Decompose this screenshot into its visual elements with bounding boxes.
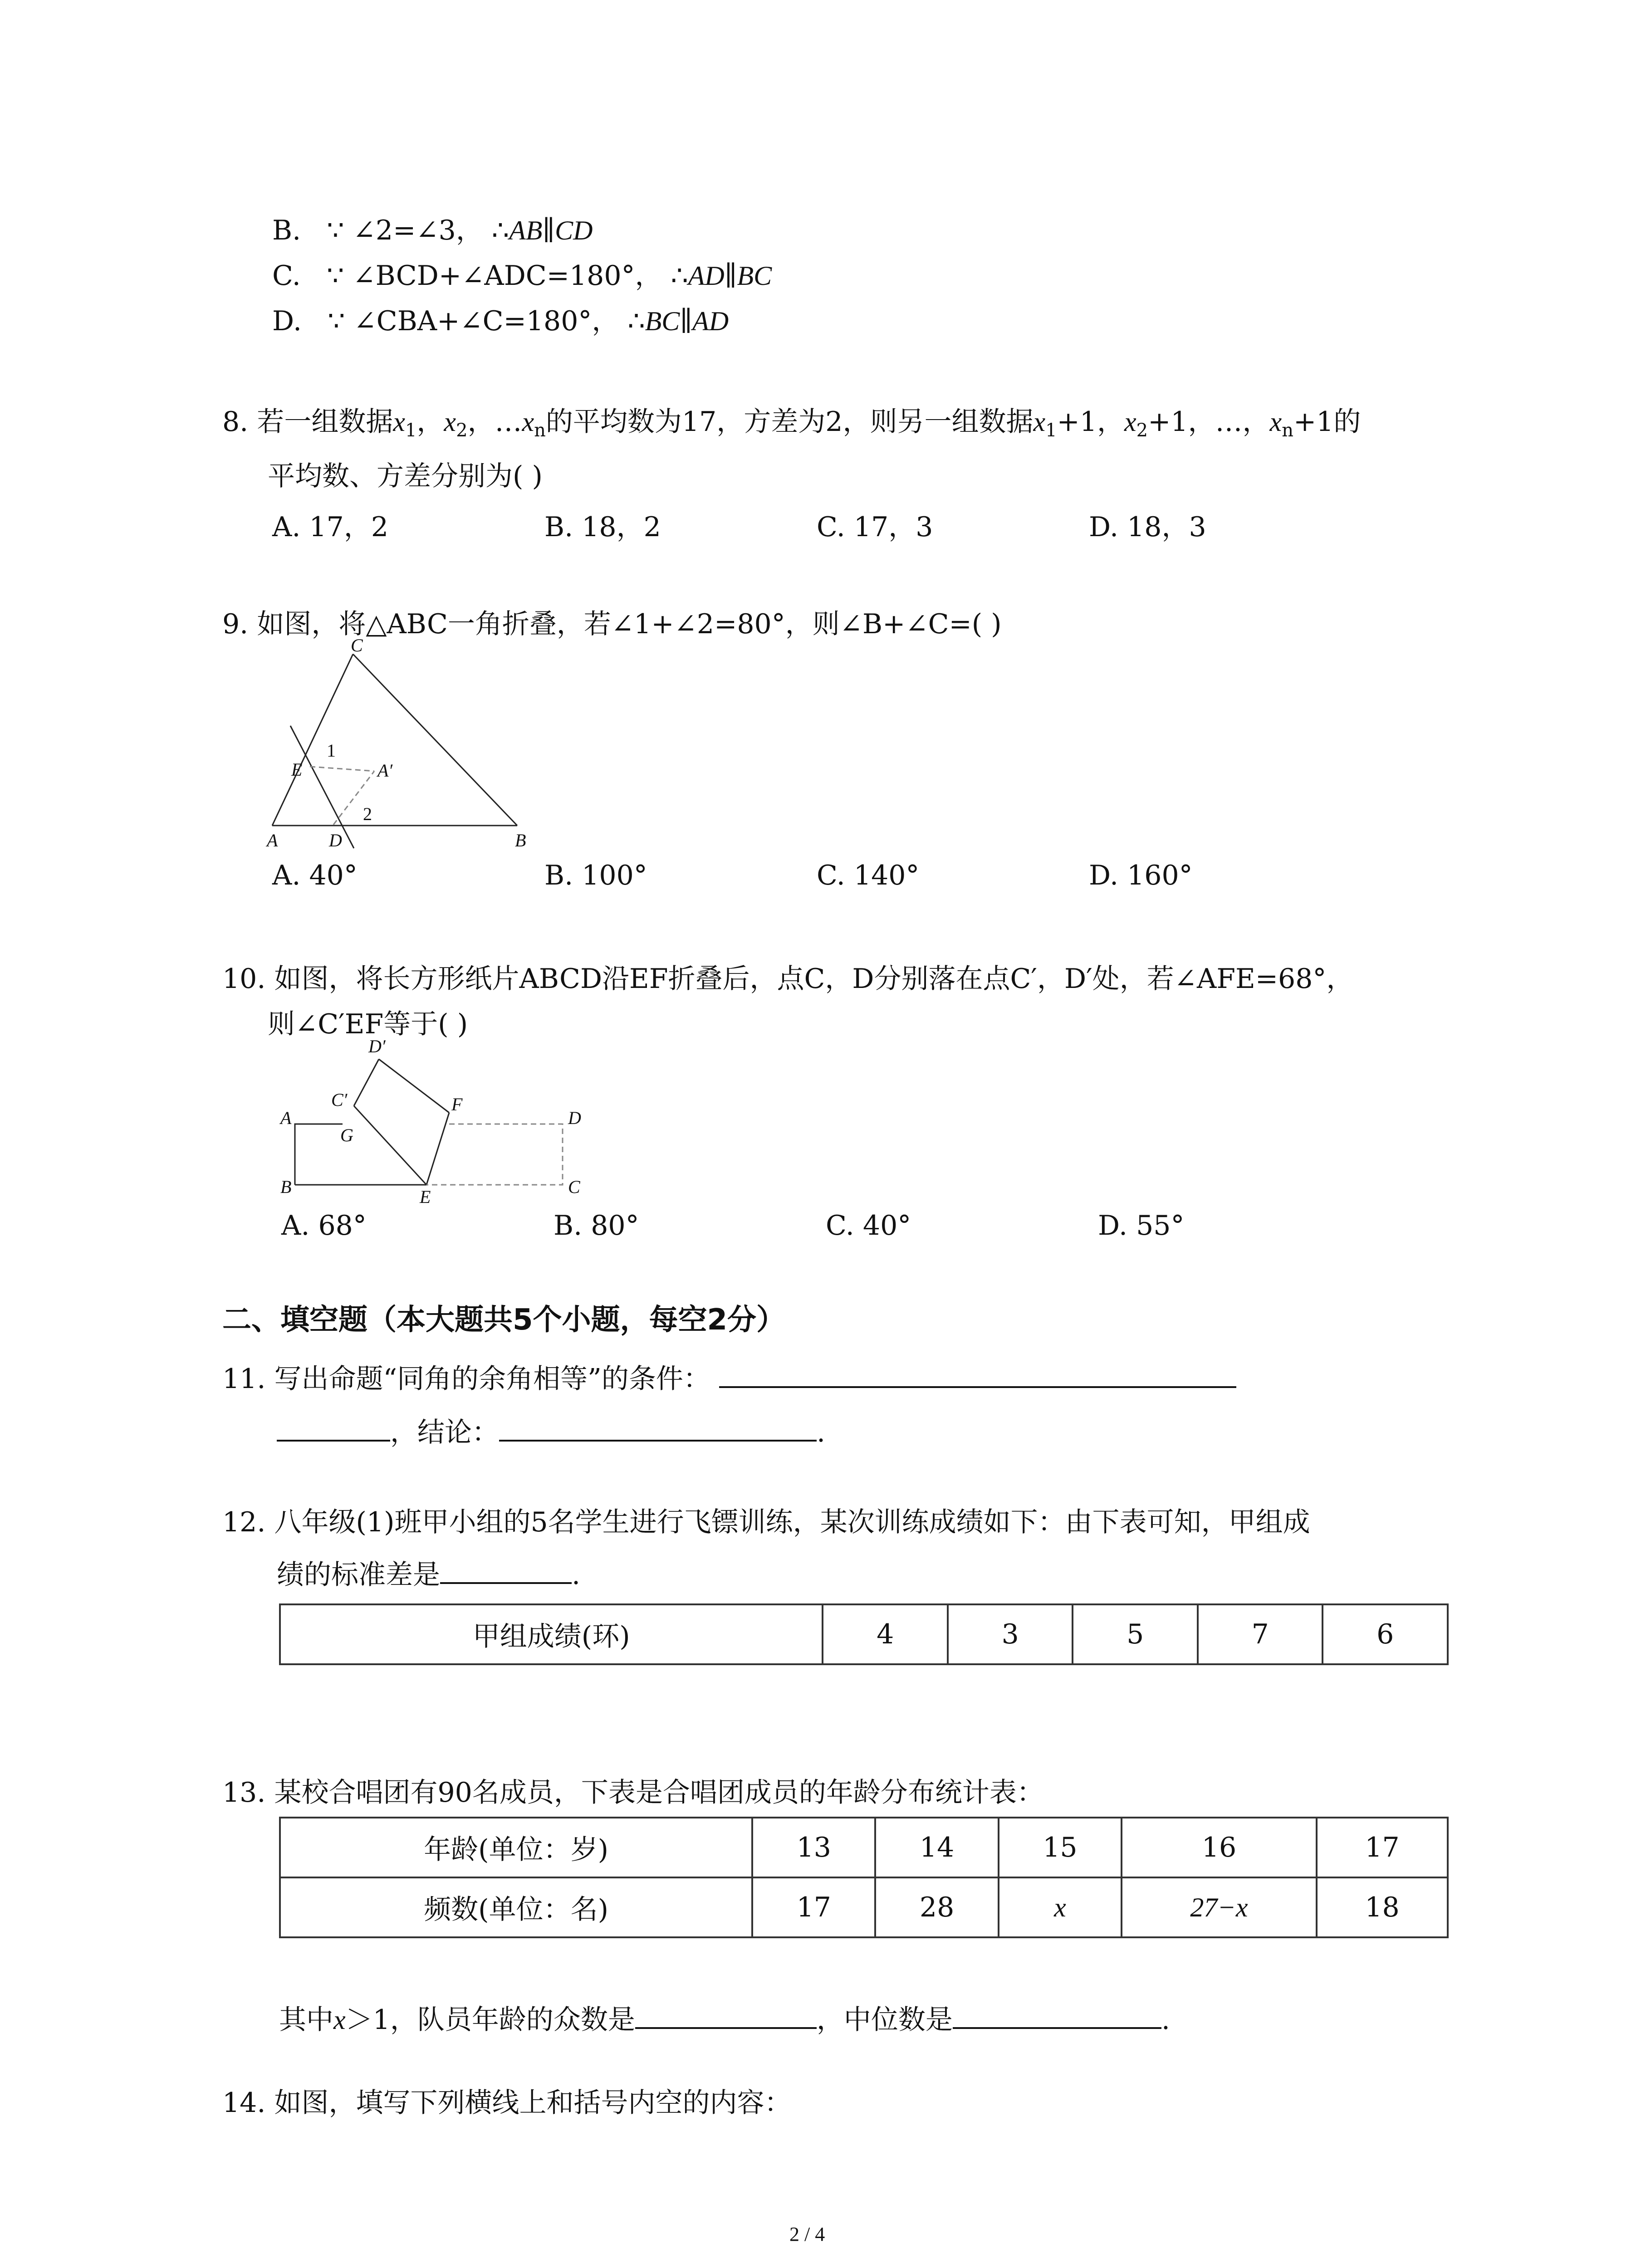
q10-stem: 10. 如图，将长方形纸片ABCD沿EF折叠后，点C，D分别落在点C′，D′处，若∠AFE=68°，: [222, 963, 1354, 995]
table-cell: x: [999, 1877, 1122, 1937]
q8-option-b: B. 18，2: [544, 511, 661, 543]
table-cell: 17: [1317, 1818, 1448, 1877]
q9-figure: [254, 635, 572, 853]
q10-label-g: G: [340, 1125, 353, 1145]
q10-option-a: A. 68°: [281, 1210, 367, 1242]
q12-score-table: [279, 1603, 1449, 1665]
q7-option-b: B. ∵ ∠2=∠3， ∴AB∥CD: [272, 215, 593, 246]
q10-label-c: C: [568, 1177, 580, 1197]
q9-option-b: B. 100°: [544, 860, 647, 891]
q9-label-d: D: [329, 830, 342, 850]
table-cell: 4: [823, 1604, 948, 1664]
q12-stem: 12. 八年级(1)班甲小组的5名学生进行飞镖训练，某次训练成绩如下：由下表可知，甲组成: [222, 1506, 1310, 1538]
q10-label-d-prime: D′: [368, 1036, 386, 1056]
table-cell: 3: [948, 1604, 1073, 1664]
q10-option-b: B. 80°: [554, 1210, 639, 1242]
q12-answer-blank[interactable]: [440, 1553, 572, 1584]
q13-age-table: [279, 1817, 1449, 1938]
q9-label-c: C: [351, 635, 363, 655]
q9-stem: 9. 如图，将△ABC一角折叠，若∠1+∠2=80°，则∠B+∠C=( ): [222, 608, 1002, 640]
section-heading: 二、填空题（本大题共5个小题，每空2分）: [222, 1303, 786, 1337]
q8-stem-line2: 平均数、方差分别为( ): [268, 460, 543, 492]
q13-stem: 13. 某校合唱团有90名成员，下表是合唱团成员的年龄分布统计表：: [222, 1777, 1044, 1809]
q14-stem: 14. 如图，填写下列横线上和括号内空的内容：: [222, 2087, 792, 2119]
table-cell: 27−x: [1122, 1877, 1317, 1937]
q9-line-cb: [353, 654, 517, 826]
q13-row2-header: 频数(单位：名): [280, 1877, 752, 1937]
q13-question-line: 其中x＞1，队员年龄的众数是 ，中位数是 .: [279, 1998, 1170, 2038]
q10-line-c1d1: [354, 1059, 379, 1106]
q9-dashed-ea: [310, 767, 374, 771]
q10-label-e: E: [420, 1187, 431, 1207]
table-cell: 16: [1122, 1818, 1317, 1877]
q10-label-d: D: [568, 1108, 581, 1128]
q10-label-a: A: [280, 1108, 292, 1128]
table-cell: 7: [1198, 1604, 1323, 1664]
q10-option-d: D. 55°: [1098, 1210, 1185, 1242]
q10-label-f: F: [451, 1094, 463, 1114]
q10-label-b: B: [280, 1177, 292, 1197]
q13-mode-blank[interactable]: [635, 1998, 817, 2029]
q9-label-b: B: [515, 830, 526, 850]
q13-row1-header: 年龄(单位：岁): [280, 1818, 752, 1877]
q7-option-c: C. ∵ ∠BCD+∠ADC=180°， ∴AD∥BC: [272, 260, 772, 292]
q11-stem: 11. 写出命题“同角的余角相等”的条件：: [222, 1357, 1236, 1397]
q10-line-ef: [426, 1113, 449, 1185]
q13-median-blank[interactable]: [953, 1998, 1161, 2029]
table-cell: 14: [875, 1818, 998, 1877]
page-number: 2 / 4: [789, 2223, 825, 2245]
q9-line-ac: [272, 654, 353, 826]
table-cell: 28: [875, 1877, 998, 1937]
q9-label-a-prime: A′: [377, 760, 393, 781]
table-cell: 6: [1323, 1604, 1448, 1664]
q11-conclusion-blank[interactable]: [499, 1411, 817, 1442]
q10-option-c: C. 40°: [826, 1210, 911, 1242]
q12-table-header: 甲组成绩(环): [280, 1604, 823, 1664]
q10-line-d1f: [379, 1059, 449, 1113]
q10-stem-line2: 则∠C′EF等于( ): [268, 1008, 468, 1040]
table-row: [280, 1604, 1448, 1664]
q9-option-d: D. 160°: [1089, 860, 1193, 891]
table-cell: 13: [752, 1818, 875, 1877]
q8-option-c: C. 17，3: [817, 511, 933, 543]
table-row: [280, 1818, 1448, 1877]
q9-option-c: C. 140°: [817, 860, 920, 891]
q7-option-d: D. ∵ ∠CBA+∠C=180°， ∴BC∥AD: [272, 305, 729, 337]
q10-line-c1e: [354, 1106, 426, 1185]
table-row: [280, 1877, 1448, 1937]
q10-dashed-fdce: [426, 1124, 563, 1185]
q10-label-c-prime: C′: [331, 1090, 348, 1110]
table-cell: 17: [752, 1877, 875, 1937]
q8-option-d: D. 18，3: [1089, 511, 1206, 543]
table-cell: 15: [999, 1818, 1122, 1877]
q10-figure: [263, 1034, 608, 1207]
q9-option-a: A. 40°: [272, 860, 358, 891]
q11-condition-blank-cont[interactable]: [277, 1411, 390, 1442]
q11-condition-blank[interactable]: [719, 1357, 1236, 1388]
table-cell: 18: [1317, 1877, 1448, 1937]
q9-label-angle2: 2: [363, 804, 372, 824]
q11-line2: ，结论： .: [277, 1411, 825, 1451]
q12-stem-line2: 绩的标准差是 .: [277, 1553, 580, 1593]
q9-label-angle1: 1: [327, 740, 336, 761]
q8-option-a: A. 17，2: [272, 511, 388, 543]
q9-fold-line: [290, 726, 354, 848]
q10-rect-left: [295, 1124, 343, 1185]
q8-stem: 8. 若一组数据$x_1$，$x_2$，$\dots x_n$的平均数为17，方差为2，则另一组数据$x_1+1$，$x_2+1$，…，$x_n+1$的: [222, 406, 1361, 441]
table-cell: 5: [1073, 1604, 1198, 1664]
q9-label-a: A: [267, 830, 278, 850]
q9-label-e: E: [291, 759, 303, 780]
